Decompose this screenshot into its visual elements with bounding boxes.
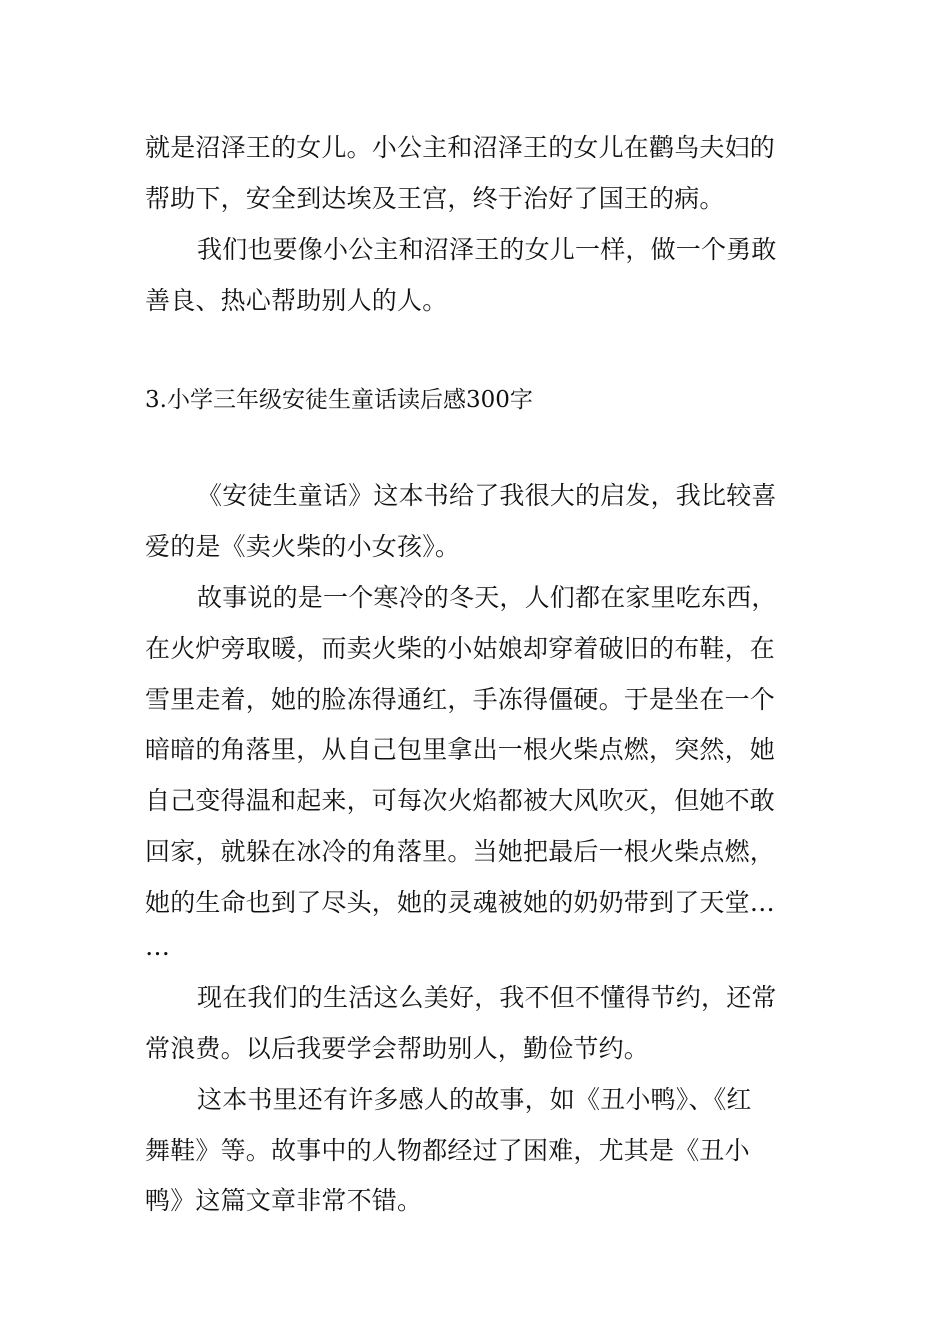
paragraph-line: 善良、热心帮助别人的人。 [145,286,448,315]
paragraph-line: 在火炉旁取暖，而卖火柴的小姑娘却穿着破旧的布鞋，在 [145,634,776,663]
paragraph-line: 故事说的是一个寒冷的冬天，人们都在家里吃东西， [197,583,777,612]
paragraph-line: 就是沼泽王的女儿。小公主和沼泽王的女儿在鹳鸟夫妇的 [145,133,776,162]
paragraph-line: 鸭》这篇文章非常不错。 [145,1186,423,1215]
paragraph-line: 这本书里还有许多感人的故事，如《丑小鸭》、《红 [197,1085,752,1114]
paragraph-line: 自己变得温和起来，可每次火焰都被大风吹灭，但她不敢 [145,786,776,815]
paragraph-line: 舞鞋》等。故事中的人物都经过了困难，尤其是《丑小 [145,1136,750,1165]
paragraph-line: … [145,932,171,961]
paragraph-line: 现在我们的生活这么美好，我不但不懂得节约，还常 [197,983,777,1012]
paragraph-line: 爱的是《卖火柴的小女孩》。 [145,532,461,561]
paragraph-line: 《安徒生童话》这本书给了我很大的启发，我比较喜 [197,481,777,510]
paragraph-line: 回家，就躲在冰冷的角落里。当她把最后一根火柴点燃， [145,837,776,866]
paragraph-line: 她的生命也到了尽头，她的灵魂被她的奶奶带到了天堂… [145,888,776,917]
paragraph-line: 暗暗的角落里，从自己包里拿出一根火柴点燃，突然，她 [145,735,776,764]
paragraph-line: 雪里走着，她的脸冻得通红，手冻得僵硬。于是坐在一个 [145,685,776,714]
paragraph-line: 常浪费。以后我要学会帮助别人，勤俭节约。 [145,1034,650,1063]
section-heading: 3.小学三年级安徒生童话读后感300字 [145,387,533,413]
paragraph-line: 我们也要像小公主和沼泽王的女儿一样，做一个勇敢 [197,235,777,264]
paragraph-line: 帮助下，安全到达埃及王宫，终于治好了国王的病。 [145,184,725,213]
